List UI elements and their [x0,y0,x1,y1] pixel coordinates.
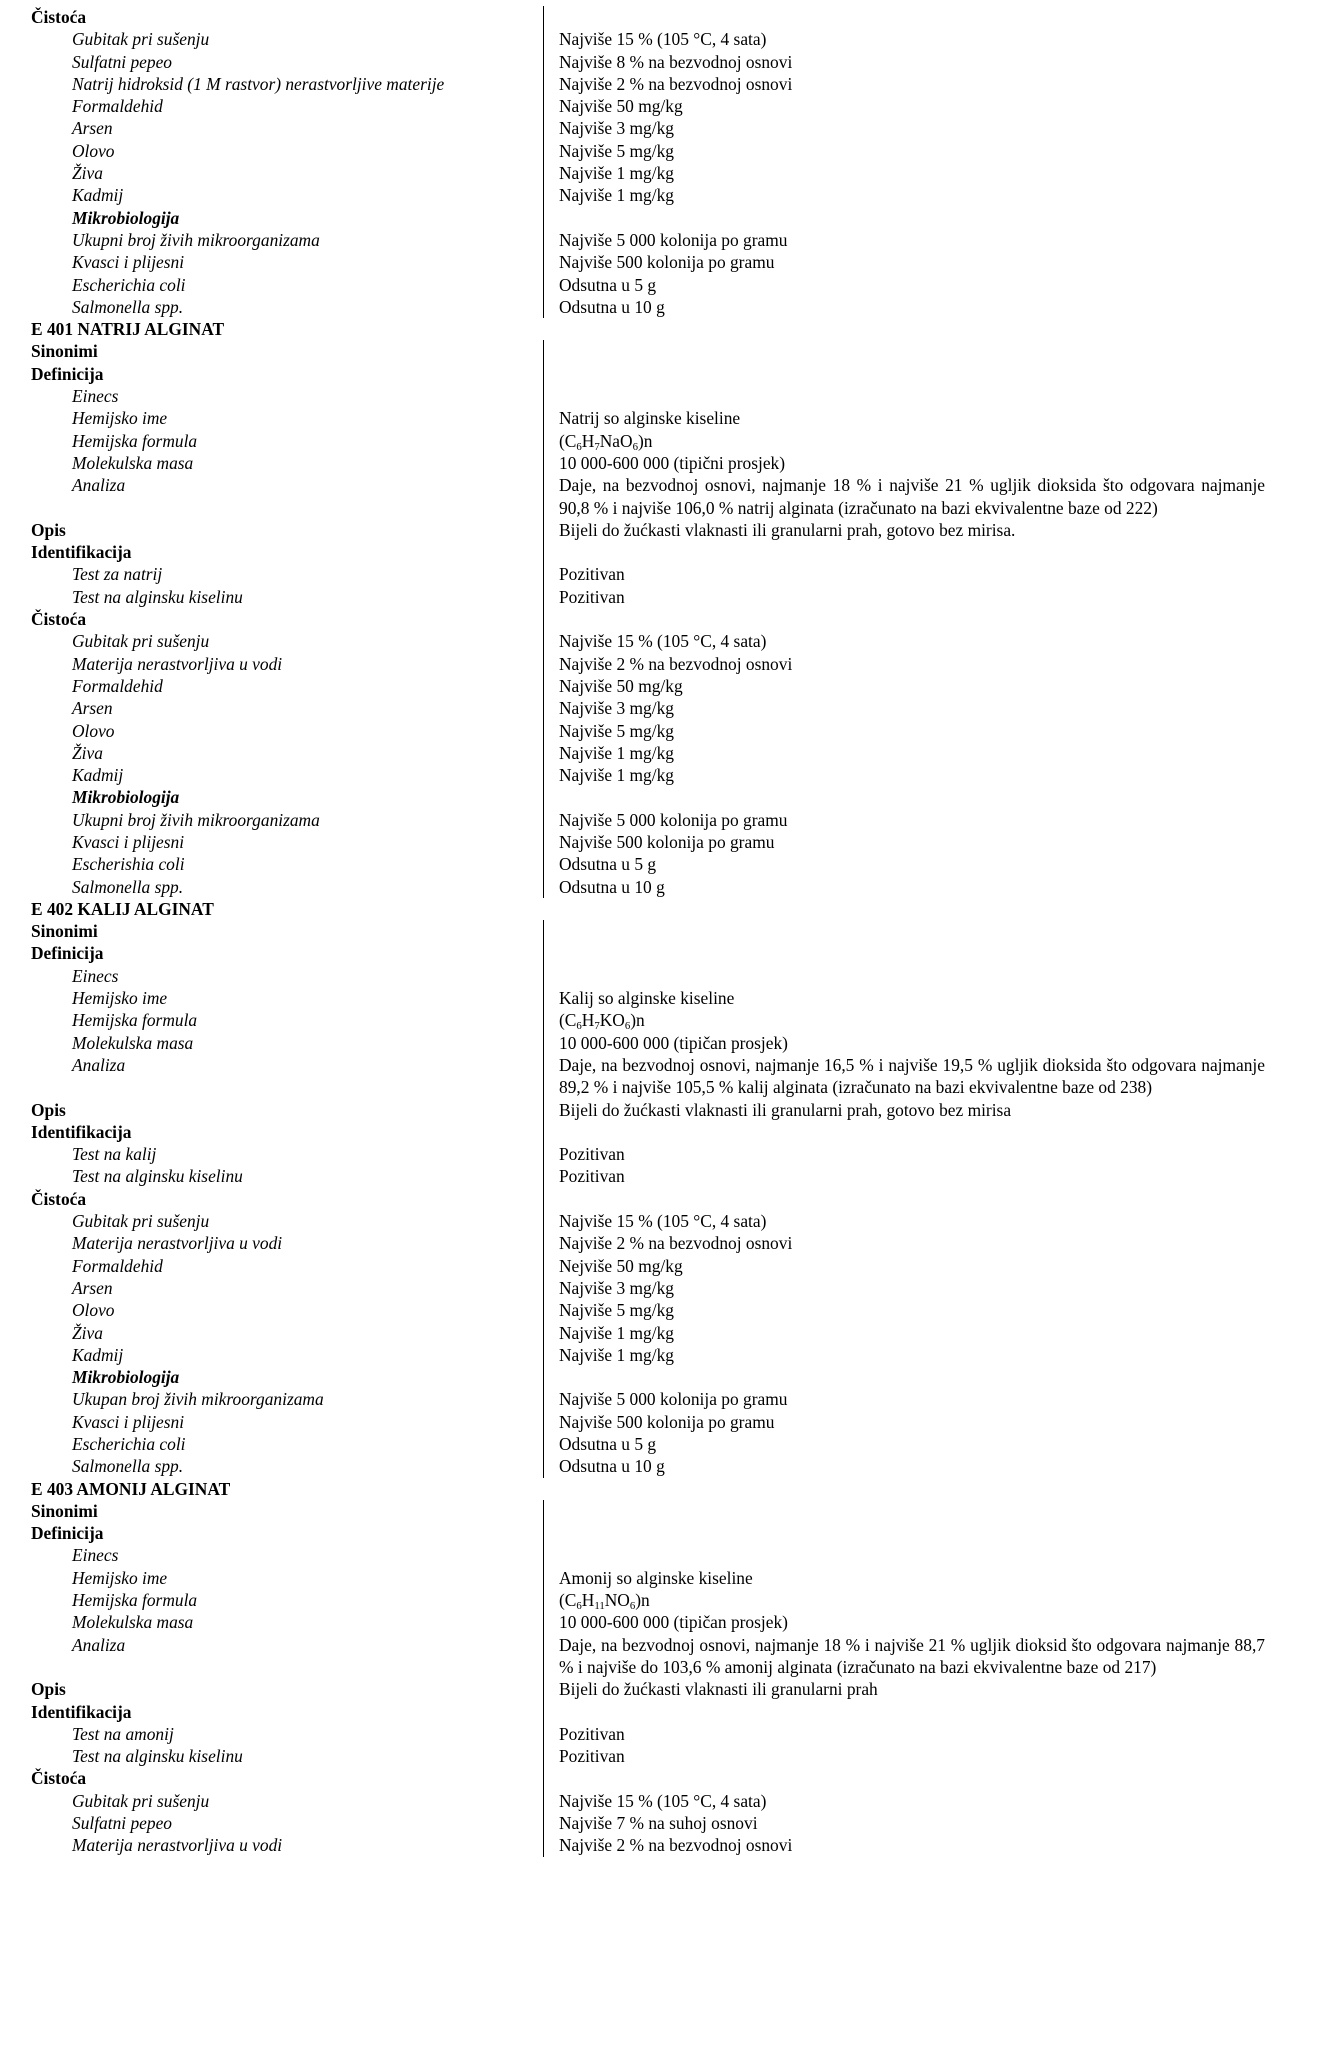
spec-value [559,608,1265,630]
spec-value: Najviše 5 000 kolonija po gramu [559,809,788,830]
spec-row-analiza [31,1054,1301,1099]
spec-value: Odsutna u 5 g [559,1434,657,1454]
spec-row-materija-nerastvorljiva-u-vodi [31,1834,1301,1856]
section-heading: Identifikacija [31,1701,132,1722]
spec-row-cistoca [31,1767,1301,1789]
formula-part: )n [635,1590,650,1611]
spec-row-olovo [31,140,1301,162]
spec-label: Materija nerastvorljiva u vodi [72,1835,283,1856]
spec-label: Einecs [72,386,119,407]
section-heading: Sinonimi [31,341,98,362]
spec-value: Najviše 1 mg/kg [559,765,674,786]
spec-value: Amonij so alginske kiseline [559,1567,753,1588]
spec-row-test-na-alginsku-kiselinu [31,1745,1301,1767]
spec-value: Pozitivan [559,1746,625,1767]
spec-row-opis [31,1099,1301,1121]
spec-row-ziva [31,162,1301,184]
spec-label: Hemijska formula [72,1010,198,1031]
spec-row-identifikacija [31,1701,1301,1723]
spec-row-escherishia-coli [31,853,1301,875]
spec-row-opis [31,1678,1301,1700]
spec-row-molekulska-masa [31,1032,1301,1054]
spec-value [559,965,1265,987]
spec-row-ziva [31,742,1301,764]
section-heading: Opis [31,519,66,540]
spec-value [559,1366,1265,1388]
spec-value [559,207,1265,229]
spec-row-materija-nerastvorljiva-u-vodi [31,653,1301,675]
spec-value: Najviše 500 kolonija po gramu [559,831,775,852]
spec-label: Salmonella spp. [72,1456,184,1477]
spec-row-definicija [31,363,1301,385]
spec-label: Test za natrij [72,564,163,585]
spec-label: Molekulska masa [72,1032,194,1053]
spec-row-einecs [31,1544,1301,1566]
spec-row-escherichia-coli [31,1433,1301,1455]
spec-label: Kvasci i plijesni [72,831,185,852]
spec-row-ukupni-broj-zivih-mikroorganizama [31,809,1301,831]
spec-label: Materija nerastvorljiva u vodi [72,653,283,674]
section-e400-tail [31,6,1301,318]
spec-value: Pozitivan [559,1144,625,1165]
spec-value [559,541,1265,563]
spec-label: Olovo [72,720,115,741]
spec-label: Mikrobiologija [72,1367,180,1388]
section-heading: Čistoća [31,1768,87,1789]
formula-subscript: 11 [594,1600,605,1613]
formula-subscript: 7 [594,1020,600,1033]
spec-label: Molekulska masa [72,1612,194,1633]
spec-row-hemijsko-ime [31,407,1301,429]
spec-row-sulfatni-pepeo [31,51,1301,73]
spec-row-sinonimi [31,340,1301,362]
formula-part: H [581,1010,595,1031]
spec-row-test-na-amonij [31,1723,1301,1745]
spec-value [559,1544,1265,1566]
spec-row-definicija [31,942,1301,964]
spec-value: Najviše 5 mg/kg [559,720,674,741]
spec-row-sinonimi [31,920,1301,942]
spec-row-analiza [31,474,1301,519]
spec-value: Najviše 1 mg/kg [559,742,674,763]
formula-subscript: 6 [629,1600,636,1613]
spec-value [559,340,1265,362]
spec-value [559,1478,1265,1500]
spec-row-einecs [31,385,1301,407]
section-heading: E 403 AMONIJ ALGINAT [31,1478,231,1499]
spec-value: Bijeli do žućkasti vlaknasti ili granularni prah, gotovo bez mirisa. [559,519,1016,540]
spec-value: Najviše 5 mg/kg [559,140,674,161]
spec-value: 10 000-600 000 (tipični prosjek) [559,452,786,473]
section-heading: E 401 NATRIJ ALGINAT [31,319,225,340]
spec-row-cistoca [31,1188,1301,1210]
spec-value: Najviše 5 000 kolonija po gramu [559,229,788,250]
spec-label: Formaldehid [72,1255,163,1276]
section-heading: Opis [31,1679,66,1700]
spec-value: Pozitivan [559,564,625,585]
chemical-formula [559,1009,1265,1031]
document-body [31,6,1301,1857]
spec-label: Salmonella spp. [72,876,184,897]
spec-row-formaldehid [31,95,1301,117]
spec-label: Hemijska formula [72,1590,198,1611]
section-e403 [31,1478,1301,1857]
spec-value [559,1767,1265,1789]
spec-value: Pozitivan [559,586,625,607]
spec-row-kadmij [31,184,1301,206]
spec-row-materija-nerastvorljiva-u-vodi [31,1232,1301,1254]
spec-row-sulfatni-pepeo [31,1812,1301,1834]
spec-value: Natrij so alginske kiseline [559,408,741,429]
spec-label: Sulfatni pepeo [72,51,172,72]
spec-label: Gubitak pri sušenju [72,631,210,652]
formula-subscript: 6 [632,440,638,453]
spec-value: Odsutna u 10 g [559,876,665,897]
spec-label: Natrij hidroksid (1 M rastvor) nerastvorljive materije [72,73,445,94]
formula-part: (C [559,1590,577,1611]
spec-row-hemijsko-ime [31,987,1301,1009]
spec-label: Olovo [72,140,115,161]
spec-value [559,1121,1265,1143]
spec-row-einecs [31,965,1301,987]
spec-row-identifikacija [31,541,1301,563]
spec-label: Hemijsko ime [72,1567,168,1588]
spec-label: Olovo [72,1300,115,1321]
spec-label: Materija nerastvorljiva u vodi [72,1233,283,1254]
spec-value: Najviše 3 mg/kg [559,118,674,139]
spec-value [559,1701,1265,1723]
spec-label: Formaldehid [72,675,163,696]
spec-row-gubitak-pri-susenju [31,630,1301,652]
spec-label: Formaldehid [72,96,163,117]
spec-row-definicija [31,1522,1301,1544]
spec-row-salmonella-spp [31,296,1301,318]
spec-row-identifikacija [31,1121,1301,1143]
spec-value [559,898,1265,920]
spec-label: Kadmij [72,1344,124,1365]
section-heading: Definicija [31,943,104,964]
spec-label: Ukupni broj živih mikroorganizama [72,809,320,830]
spec-row-molekulska-masa [31,1611,1301,1633]
spec-row-gubitak-pri-susenju [31,1790,1301,1812]
formula-subscript: 7 [594,440,600,453]
spec-value: 10 000-600 000 (tipičan prosjek) [559,1612,788,1633]
spec-value: Najviše 8 % na bezvodnoj osnovi [559,51,793,72]
section-heading: Identifikacija [31,1121,132,1142]
spec-value: Najviše 15 % (105 °C, 4 sata) [559,1211,767,1232]
spec-value [559,318,1265,340]
spec-label: Kadmij [72,765,124,786]
spec-row-formaldehid [31,675,1301,697]
spec-row-molekulska-masa [31,452,1301,474]
spec-row-gubitak-pri-susenju [31,28,1301,50]
spec-label: Einecs [72,965,119,986]
chemical-formula [559,430,1265,452]
spec-row-analiza [31,1634,1301,1679]
spec-value: Najviše 1 mg/kg [559,185,674,206]
spec-label: Test na amonij [72,1723,174,1744]
spec-label: Živa [72,1322,103,1343]
section-heading: E 402 KALIJ ALGINAT [31,898,214,919]
section-heading: Identifikacija [31,542,132,563]
spec-row-opis [31,519,1301,541]
spec-value: Najviše 15 % (105 °C, 4 sata) [559,29,767,50]
section-heading: Čistoća [31,609,87,630]
spec-label: Arsen [72,698,113,719]
spec-row-kadmij [31,1344,1301,1366]
spec-row-ukupni-broj-zivih-mikroorganizama [31,229,1301,251]
spec-value: Bijeli do žućkasti vlaknasti ili granularni prah [559,1679,878,1700]
section-heading: Sinonimi [31,1500,98,1521]
spec-value: Najviše 3 mg/kg [559,698,674,719]
formula-part: (C [559,430,577,451]
spec-row-kadmij [31,764,1301,786]
formula-part: NaO [599,430,633,451]
spec-value: Odsutna u 5 g [559,854,657,875]
spec-value: Najviše 1 mg/kg [559,1322,674,1343]
spec-row-salmonella-spp [31,876,1301,898]
spec-label: Kvasci i plijesni [72,1411,185,1432]
spec-value: Najviše 5 mg/kg [559,1300,674,1321]
spec-row-mikrobiologija [31,207,1301,229]
spec-row-e-402-kalij-alginat [31,898,1301,920]
spec-label: Einecs [72,1545,119,1566]
spec-row-test-na-alginsku-kiselinu [31,1165,1301,1187]
spec-row-ziva [31,1322,1301,1344]
spec-value: Najviše 5 000 kolonija po gramu [559,1389,788,1410]
spec-value: Najviše 7 % na suhoj osnovi [559,1813,758,1834]
spec-value [559,363,1265,385]
spec-row-formaldehid [31,1255,1301,1277]
spec-value: Odsutna u 10 g [559,296,665,317]
spec-label: Arsen [72,1277,113,1298]
spec-label: Analiza [72,475,126,496]
formula-part: NO [604,1590,630,1611]
spec-label: Hemijsko ime [72,988,168,1009]
formula-part: H [581,430,595,451]
spec-label: Ukupni broj živih mikroorganizama [72,229,320,250]
section-heading: Opis [31,1099,66,1120]
spec-value: Najviše 500 kolonija po gramu [559,252,775,273]
formula-subscript: 6 [576,1020,582,1033]
spec-row-hemijska-formula [31,430,1301,452]
spec-label: Živa [72,163,103,184]
spec-value: Najviše 15 % (105 °C, 4 sata) [559,1790,767,1811]
spec-value: Odsutna u 5 g [559,274,657,295]
spec-value: Najviše 15 % (105 °C, 4 sata) [559,631,767,652]
spec-value: Najviše 3 mg/kg [559,1277,674,1298]
spec-row-sinonimi [31,1500,1301,1522]
spec-row-escherichia-coli [31,274,1301,296]
spec-row-olovo [31,720,1301,742]
spec-label: Mikrobiologija [72,787,180,808]
spec-label: Kadmij [72,185,124,206]
spec-value: Pozitivan [559,1166,625,1187]
spec-label: Arsen [72,118,113,139]
spec-row-arsen [31,117,1301,139]
spec-value: Nejviše 50 mg/kg [559,1255,683,1276]
formula-part: )n [630,1010,645,1031]
spec-value: Odsutna u 10 g [559,1456,665,1477]
spec-value: Najviše 1 mg/kg [559,163,674,184]
spec-row-kvasci-i-plijesni [31,831,1301,853]
spec-value: Pozitivan [559,1723,625,1744]
spec-value [559,1522,1265,1544]
spec-row-hemijska-formula [31,1589,1301,1611]
section-e402 [31,898,1301,1478]
spec-value [559,1188,1265,1210]
spec-row-ukupan-broj-zivih-mikroorganizama [31,1388,1301,1410]
spec-value [559,385,1265,407]
section-e401 [31,318,1301,898]
spec-row-natrij-hidroksid-1-m-rastvor-nerastvorljive-materije [31,73,1301,95]
spec-label: Živa [72,742,103,763]
spec-value [559,920,1265,942]
spec-value: Najviše 500 kolonija po gramu [559,1411,775,1432]
section-heading: Definicija [31,363,104,384]
spec-value: Najviše 2 % na bezvodnoj osnovi [559,73,793,94]
spec-label: Escherichia coli [72,1434,186,1454]
spec-value: Najviše 1 mg/kg [559,1344,674,1365]
spec-value [559,1500,1265,1522]
spec-label: Sulfatni pepeo [72,1813,172,1834]
spec-label: Test na alginsku kiselinu [72,1746,243,1767]
chemical-formula [559,1589,1265,1611]
section-heading: Sinonimi [31,921,98,942]
spec-label: Molekulska masa [72,452,194,473]
formula-part: KO [599,1010,625,1031]
spec-label: Ukupan broj živih mikroorganizama [72,1389,324,1410]
spec-row-mikrobiologija [31,786,1301,808]
spec-row-arsen [31,1277,1301,1299]
spec-row-olovo [31,1299,1301,1321]
spec-value [559,6,1265,28]
spec-row-e-401-natrij-alginat [31,318,1301,340]
spec-row-kvasci-i-plijesni [31,251,1301,273]
formula-part: (C [559,1010,577,1031]
spec-row-hemijska-formula [31,1009,1301,1031]
spec-row-cistoca [31,608,1301,630]
spec-value: Najviše 50 mg/kg [559,96,683,117]
spec-row-gubitak-pri-susenju [31,1210,1301,1232]
spec-label: Hemijska formula [72,430,198,451]
spec-value: 10 000-600 000 (tipičan prosjek) [559,1032,788,1053]
spec-value: Najviše 2 % na bezvodnoj osnovi [559,653,793,674]
spec-row-kvasci-i-plijesni [31,1411,1301,1433]
spec-label: Gubitak pri sušenju [72,1790,210,1811]
spec-row-hemijsko-ime [31,1567,1301,1589]
formula-part: )n [637,430,653,451]
spec-label: Escherishia coli [72,854,185,875]
formula-subscript: 6 [624,1020,631,1033]
spec-value: Kalij so alginske kiseline [559,988,735,1009]
spec-label: Gubitak pri sušenju [72,1211,210,1232]
spec-value: Daje, na bezvodnoj osnovi, najmanje 18 % i najviše 21 % ugljik dioksid što odgovara najmanje 88,7 % i najviše do 103,6 % amonij alginata (izračunato na bazi ekvivalentne baze od 217) [559,1634,1265,1677]
spec-label: Test na alginsku kiselinu [72,1166,243,1187]
spec-value: Najviše 2 % na bezvodnoj osnovi [559,1835,793,1856]
spec-value: Najviše 50 mg/kg [559,675,683,696]
spec-label: Escherichia coli [72,274,186,295]
spec-value: Daje, na bezvodnoj osnovi, najmanje 16,5 % i najviše 19,5 % ugljik dioksida što odgovara najmanje 89,2 % i najviše 105,5 % kalij alginata (izračunato na bazi ekvivalentne baze od 238) [559,1054,1265,1098]
spec-value: Najviše 2 % na bezvodnoj osnovi [559,1233,793,1254]
formula-subscript: 6 [576,440,582,453]
spec-label: Salmonella spp. [72,296,184,317]
spec-value [559,786,1265,808]
spec-row-mikrobiologija [31,1366,1301,1388]
formula-subscript: 6 [576,1600,582,1613]
spec-label: Test na kalij [72,1144,157,1165]
section-heading: Čistoća [31,1188,87,1209]
spec-label: Analiza [72,1054,126,1075]
spec-label: Hemijsko ime [72,408,168,429]
spec-row-arsen [31,697,1301,719]
spec-value: Bijeli do žućkasti vlaknasti ili granularni prah, gotovo bez mirisa [559,1099,1012,1120]
spec-label: Analiza [72,1634,126,1655]
spec-row-test-za-natrij [31,563,1301,585]
spec-row-salmonella-spp [31,1455,1301,1477]
spec-value: Daje, na bezvodnoj osnovi, najmanje 18 % i najviše 21 % ugljik dioksida što odgovara najmanje 90,8 % i najviše 106,0 % natrij alginata (izračunato na bazi ekvivalentne baze od 222) [559,475,1265,518]
spec-row-e-403-amonij-alginat [31,1478,1301,1500]
spec-value [559,942,1265,964]
spec-row-test-na-kalij [31,1143,1301,1165]
spec-row-test-na-alginsku-kiselinu [31,586,1301,608]
section-heading: Definicija [31,1523,104,1544]
spec-row-cistoca [31,6,1301,28]
spec-label: Test na alginsku kiselinu [72,586,243,607]
section-heading: Čistoća [31,7,87,27]
spec-label: Kvasci i plijesni [72,252,185,273]
formula-part: H [581,1590,595,1611]
spec-label: Mikrobiologija [72,207,180,228]
spec-label: Gubitak pri sušenju [72,29,210,50]
